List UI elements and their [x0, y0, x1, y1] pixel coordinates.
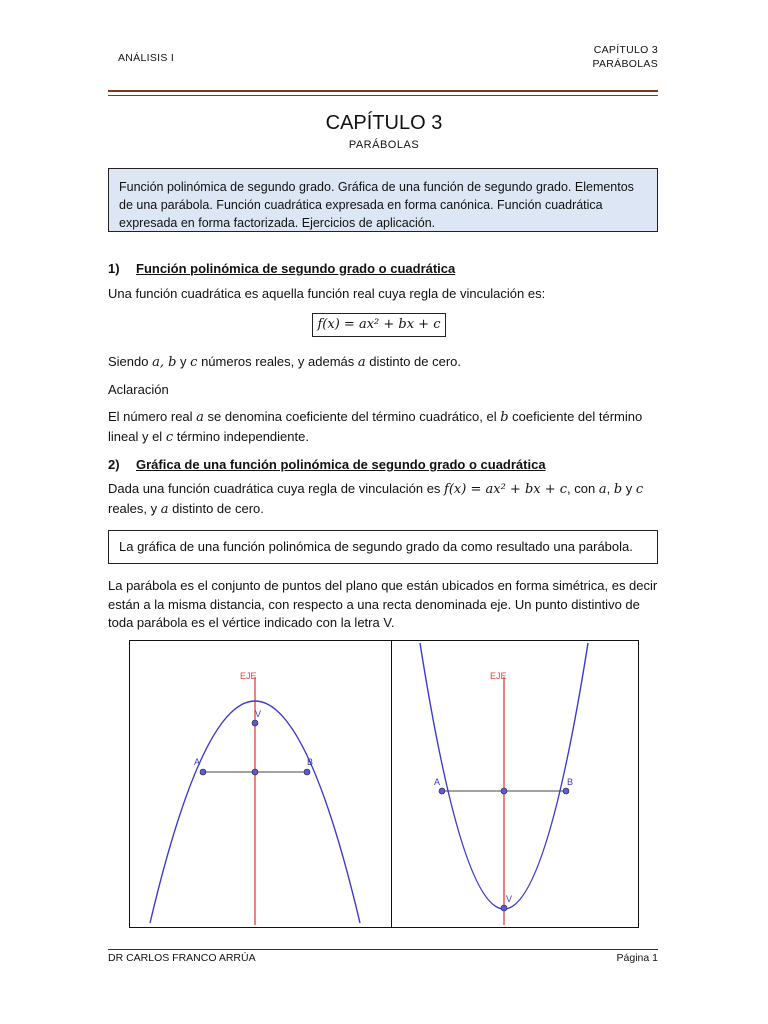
aclaracion-label: Aclaración [108, 382, 169, 397]
section-1-intro: Una función cuadrática es aquella función real cuya regla de vinculación es: [108, 286, 546, 301]
text: Siendo [108, 354, 153, 369]
footer-author: DR CARLOS FRANCO ARRÚA [108, 952, 256, 964]
point-b [304, 769, 310, 775]
upward-parabola-figure [392, 641, 638, 927]
text: reales, y [108, 501, 161, 516]
header-rule [108, 90, 658, 92]
footer-rule [108, 949, 658, 950]
midpoint [252, 769, 258, 775]
vertex-point [501, 905, 507, 911]
header-left: ANÁLISIS I [118, 52, 175, 64]
dada-paragraph [108, 479, 660, 519]
section-number: 1) [108, 261, 120, 276]
point-a-label: A [194, 757, 201, 767]
chapter-title: CAPÍTULO 3 [325, 112, 443, 134]
summary-box [108, 168, 658, 232]
section-title: Función polinómica de segundo grado o cuadrática [136, 261, 456, 276]
math-var: a [160, 502, 169, 517]
text: números reales, y además [197, 354, 358, 369]
downward-parabola-figure [130, 641, 390, 927]
header-rule-thin [108, 95, 658, 96]
math-var: a, b [152, 355, 177, 370]
text: coeficiente del término [508, 409, 643, 424]
summary-line: expresada en forma factorizada. Ejercicios de aplicación. [119, 216, 436, 230]
text: término independiente. [173, 429, 309, 444]
text: se denomina coeficiente del término cuadrático, el [203, 409, 501, 424]
math-var: b [613, 482, 623, 497]
text: , [606, 481, 614, 496]
text: y [622, 481, 636, 496]
text: y [176, 354, 191, 369]
math-formula: f(x) = ax² + bx + c [444, 482, 568, 497]
text: Dada una función cuadrática cuya regla de vinculación es [108, 481, 445, 496]
siendo-paragraph [108, 352, 660, 372]
section-1-heading [108, 261, 455, 276]
paragraph-line: toda parábola es el vértice indicado con la letra V. [108, 615, 395, 630]
summary-line: de una parábola. Función cuadrática expresada en forma canónica. Función cuadrática [119, 198, 603, 212]
math-var: a [196, 410, 204, 425]
header-right-1: CAPÍTULO 3 [593, 44, 658, 56]
section-number: 2) [108, 457, 120, 472]
chapter-subtitle: PARÁBOLAS [348, 139, 420, 151]
coefficient-explanation [108, 407, 660, 447]
header-right-2: PARÁBOLAS [592, 58, 658, 70]
vertex-label: V [255, 709, 262, 719]
section-title: Gráfica de una función polinómica de segundo grado o cuadrática [136, 457, 546, 472]
point-b-label: B [567, 777, 574, 787]
midpoint [501, 788, 507, 794]
vertex-label: V [506, 894, 513, 904]
point-a [439, 788, 445, 794]
point-b-label: B [307, 757, 314, 767]
section-2-heading [108, 457, 546, 472]
math-var: b [500, 410, 509, 425]
paragraph-line: están a la misma distancia, con respecto a una recta denominada eje. Un punto distintivo de [108, 596, 640, 612]
math-var: a [357, 355, 366, 370]
text: distinto de cero. [168, 501, 264, 516]
point-b [563, 788, 569, 794]
parabola-definition-box: La gráfica de una función polinómica de segundo grado da como resultado una parábola. [108, 530, 658, 564]
eje-label: EJE [240, 671, 257, 681]
summary-line: Función polinómica de segundo grado. Gráfica de una función de segundo grado. Elementos [119, 180, 634, 194]
math-var: a [598, 482, 607, 497]
math-var: c [635, 482, 644, 497]
vertex-point [252, 720, 258, 726]
quadratic-formula: f(x) = ax² + bx + c [312, 313, 446, 337]
paragraph-line: La parábola es el conjunto de puntos del plano que están ubicados en forma simétrica, es decir [108, 578, 658, 593]
text: , con [567, 481, 599, 496]
math-var: c [190, 355, 198, 370]
eje-label: EJE [490, 671, 507, 681]
point-a [200, 769, 206, 775]
text: distinto de cero. [365, 354, 462, 369]
text: lineal y el [108, 429, 166, 444]
text: El número real [108, 409, 197, 424]
parabola-paragraph [108, 577, 660, 633]
point-a-label: A [434, 777, 441, 787]
math-var: c [165, 430, 174, 445]
footer-page-number: Página 1 [616, 952, 658, 964]
